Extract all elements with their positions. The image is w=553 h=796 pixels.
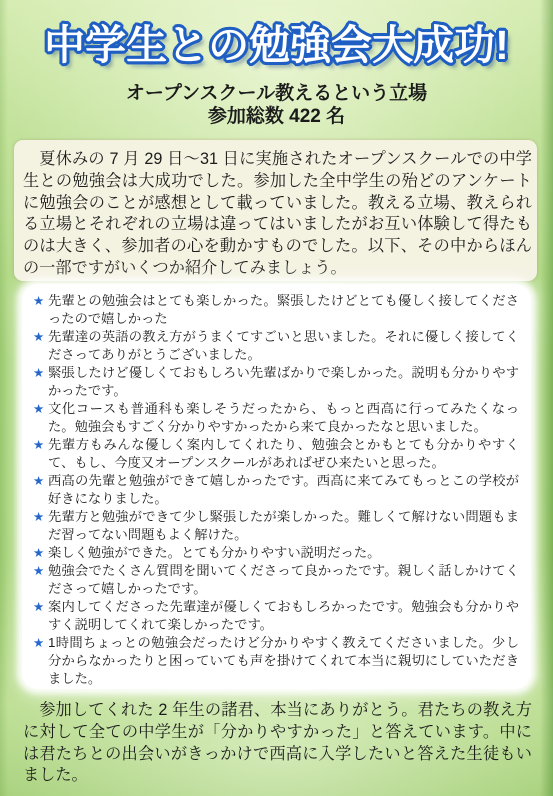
star-bullet-icon: ★ <box>33 509 45 524</box>
comment-text: 文化コースも普通科も楽しそうだったから、もっと西高に行ってみたくなった。勉強会もすごく分かりやすかったから来て良かったなと思いました。 <box>48 401 519 434</box>
closing-text: 参加してくれた 2 年生の諸君、本当にありがとう。君たちの教え方に対して全ての中学生が「分かりやすかった」と答えています。中には君たちとの出会いがきっかけで西高に入学したいと答えた生徒もいました。 <box>23 701 532 785</box>
comment-text: 1時間ちょっとの勉強会だったけど分かりやすく教えてくださいました。少し分からなかったりと困っていても声を掛けてくれて本当に親切にしていただきました。 <box>48 635 519 686</box>
comment-item <box>33 292 519 328</box>
comment-item <box>33 400 519 436</box>
star-bullet-icon: ★ <box>33 365 45 380</box>
comment-text: 楽しく勉強ができた。とても分かりやすい説明だった。 <box>48 545 381 560</box>
star-bullet-icon: ★ <box>33 473 45 488</box>
intro-text: 夏休みの 7 月 29 日～31 日に実施されたオープンスクールでの中学生との勉強会は大成功でした。参加した全中学生の殆どのアンケートに勉強会のことが感想として載っていました。教える立場、教えられる立場とそれぞれの立場は違ってはいましたがお互い体験して得たものは大きく、参加者の心を動かすものでした。以下、その中からほんの一部ですがいくつか紹介してみましょう。 <box>23 150 532 277</box>
comment-item <box>33 598 519 634</box>
star-bullet-icon: ★ <box>33 545 45 560</box>
comment-item <box>33 508 519 544</box>
comment-text: 緊張したけど優しくておもしろい先輩ばかりで楽しかった。説明も分かりやすかったです。 <box>48 365 519 398</box>
star-bullet-icon: ★ <box>33 635 45 650</box>
page-subtitle: オープンスクール教えるという立場 <box>125 83 428 104</box>
comment-text: 西高の先輩と勉強ができて嬉しかったです。西高に来てみてもっとこの学校が好きになりました。 <box>48 473 519 506</box>
star-bullet-icon: ★ <box>33 401 45 416</box>
page-title: 中学生との勉強会大成功! <box>44 22 509 68</box>
comment-text: 先輩方もみんな優しく案内してくれたり、勉強会とかもとても分かりやすくて、もし、今度又オープンスクールがあればぜひ来たいと思った。 <box>48 437 519 470</box>
comment-text: 勉強会でたくさん質問を聞いてくださって良かったです。親しく話しかけてくださって嬉しかったです。 <box>48 563 519 596</box>
star-bullet-icon: ★ <box>33 563 45 578</box>
star-bullet-icon: ★ <box>33 599 45 614</box>
comment-item <box>33 328 519 364</box>
closing-section <box>23 700 532 787</box>
intro-box <box>14 140 537 281</box>
comment-item <box>33 364 519 400</box>
comment-text: 案内してくださった先輩達が優しくておもしろかったです。勉強会も分かりやすく説明してくれて楽しかったです。 <box>48 599 519 632</box>
star-bullet-icon: ★ <box>33 437 45 452</box>
comment-text: 先輩方と勉強ができて少し緊張したが楽しかった。難しくて解けない問題もまだ習ってない問題もよく解けた。 <box>48 509 519 542</box>
comments-box <box>22 284 531 689</box>
participants-count: 参加総数 422 名 <box>207 106 346 127</box>
comment-text: 先輩との勉強会はとても楽しかった。緊張したけどとても優しく接してくださったので嬉しかった <box>48 293 519 326</box>
star-bullet-icon: ★ <box>33 293 45 308</box>
comment-item <box>33 562 519 598</box>
comment-item <box>33 634 519 688</box>
star-bullet-icon: ★ <box>33 329 45 344</box>
comment-text: 先輩達の英語の教え方がうまくてすごいと思いました。それに優しく接してくださってありがとうございました。 <box>48 329 519 362</box>
comment-item <box>33 544 519 562</box>
comment-item <box>33 472 519 508</box>
comment-item <box>33 436 519 472</box>
